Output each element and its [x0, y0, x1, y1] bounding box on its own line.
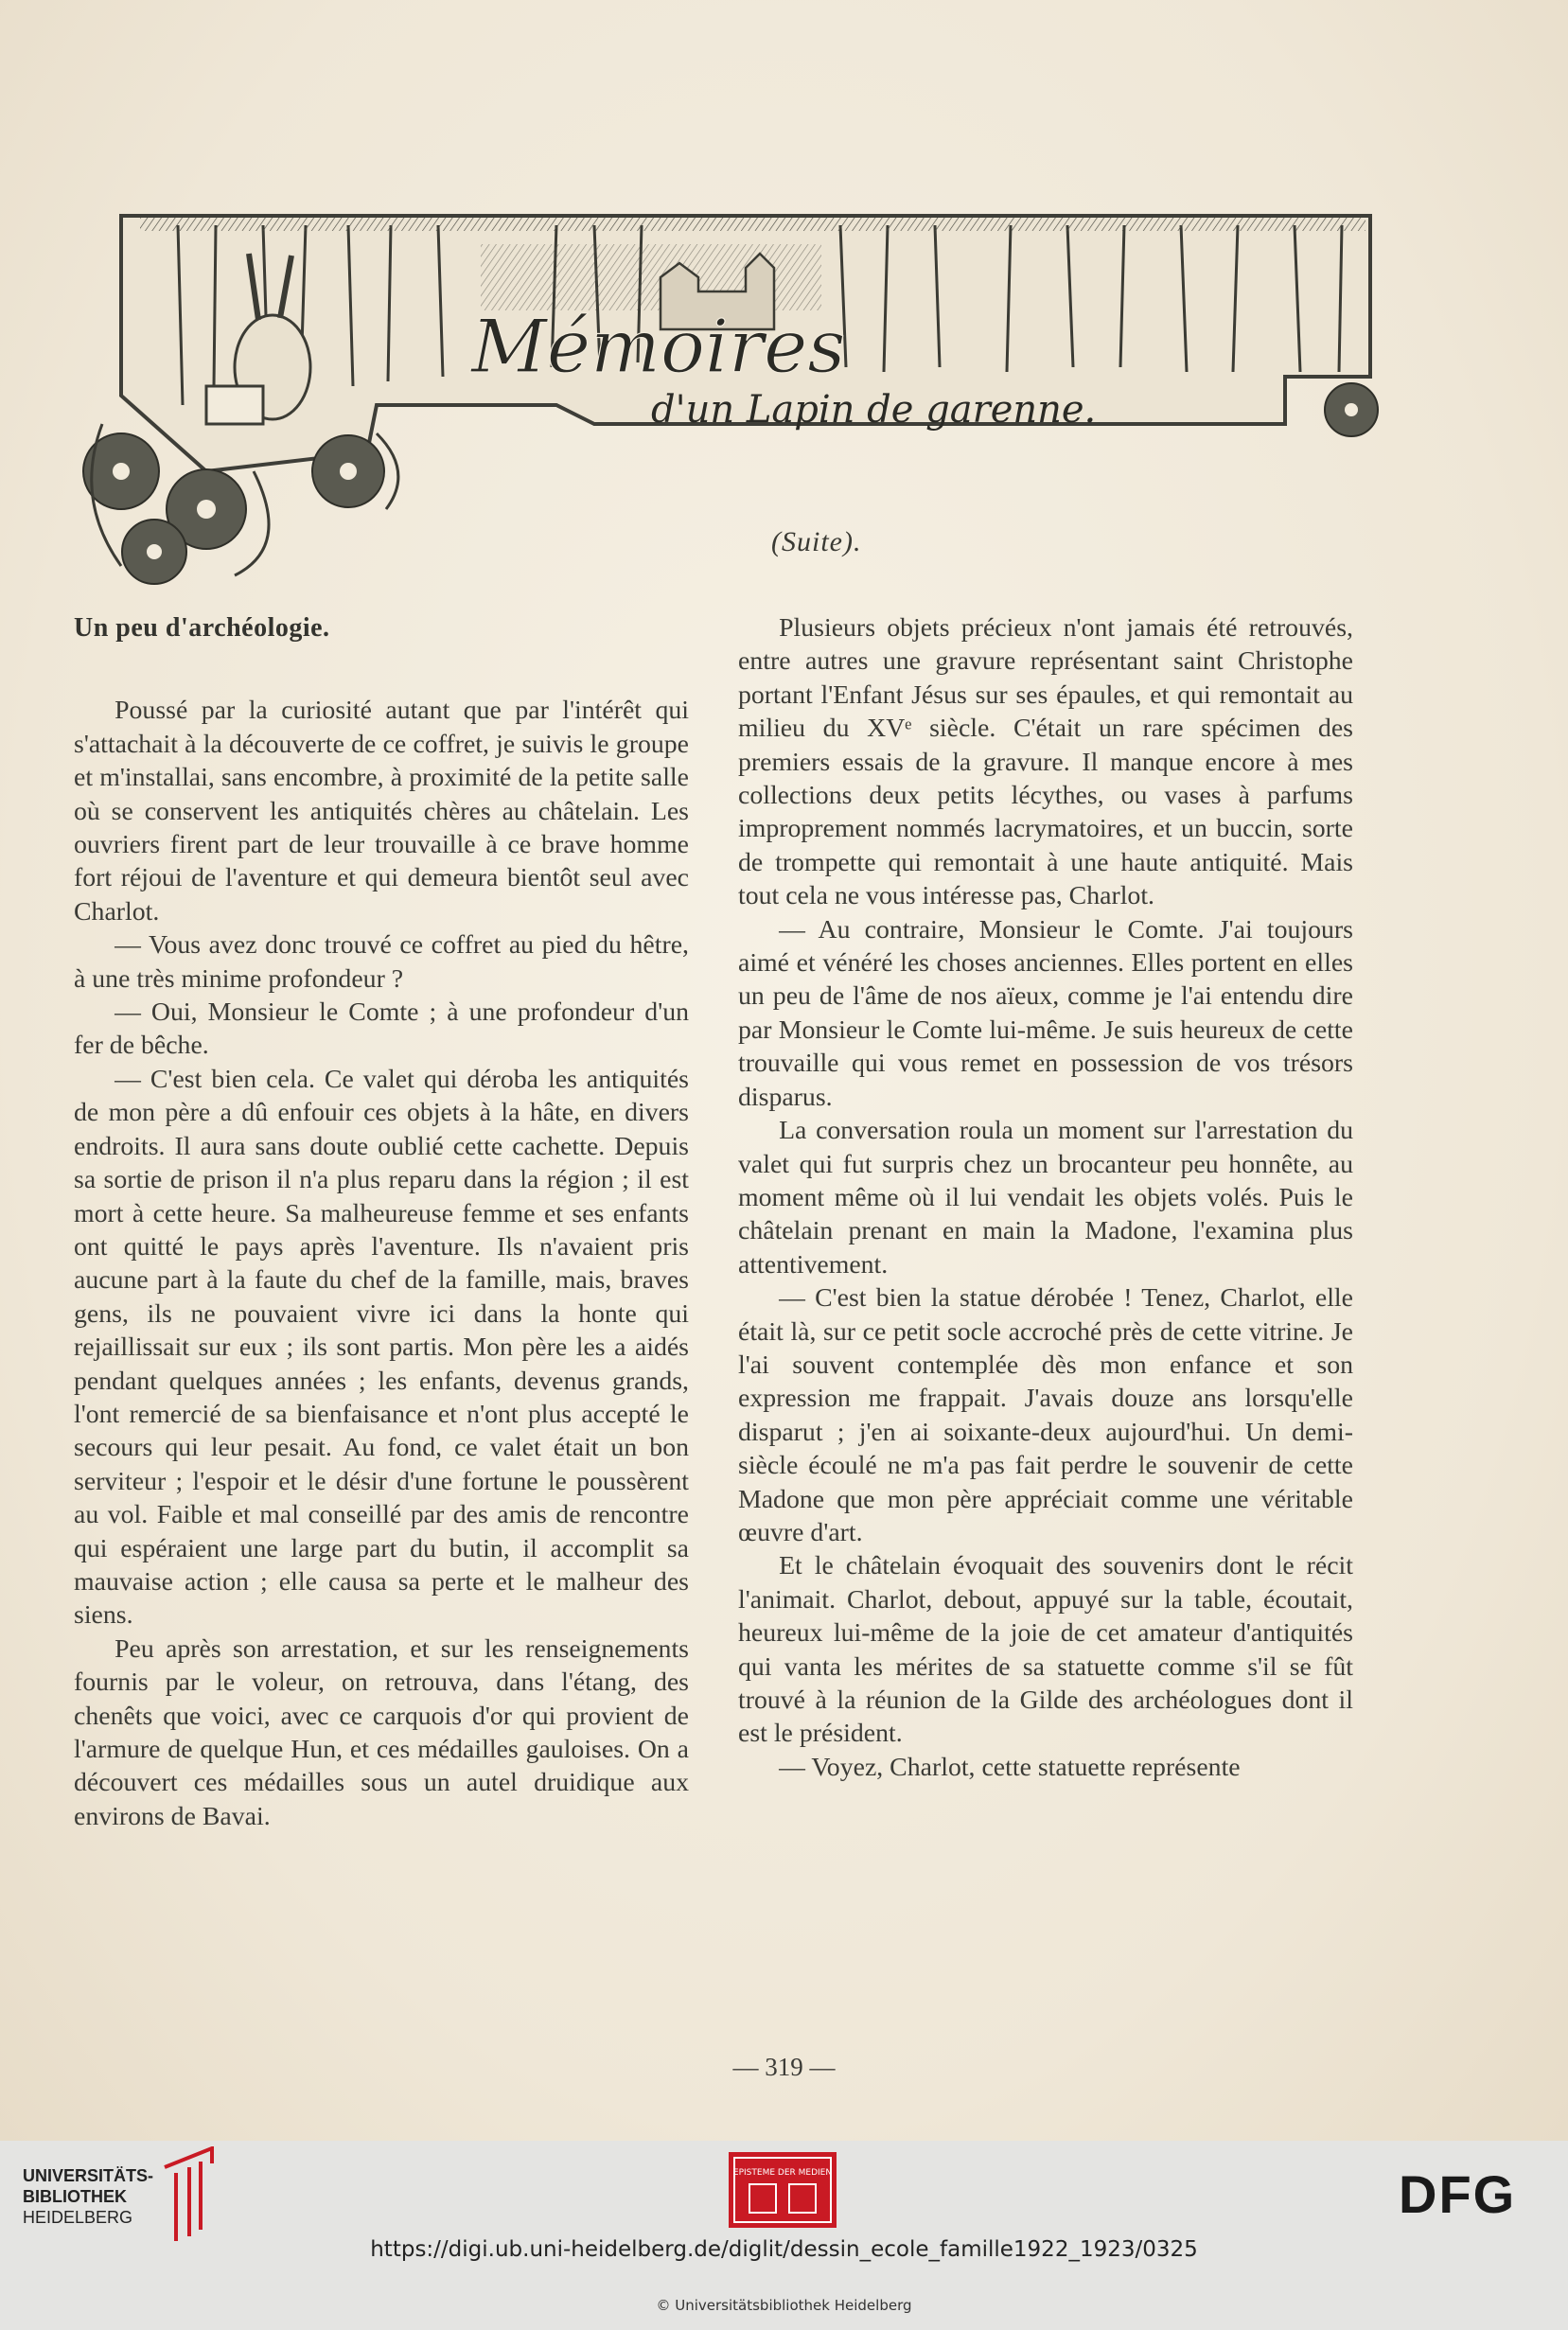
dfg-logo[interactable]: DFG — [1399, 2164, 1517, 2224]
right-column — [738, 611, 1353, 1784]
section-heading: Un peu d'archéologie. — [74, 613, 330, 643]
paragraph: — Vous avez donc trouvé ce coffret au pied du hêtre, à une très minime profondeur ? — [74, 930, 689, 994]
paragraph: Et le châtelain évoquait des souvenirs dont le récit l'animait. Charlot, debout, appuyé sur la table, écoutait, heureux lui-même de la joie de cet amateur d'antiquités qui vanta les mérites de sa statuette comme s'il se fût trouvé à la réunion de la Gilde des archéologues dont il est le président. — [738, 1551, 1353, 1749]
headpiece-title: Mémoires — [471, 305, 846, 390]
library-line-3: HEIDELBERG — [23, 2208, 133, 2227]
page-number: — 319 — — [732, 2053, 836, 2081]
suite-label: (Suite). — [771, 526, 862, 557]
library-line-2: BIBLIOTHEK — [23, 2187, 127, 2206]
library-name — [23, 2165, 153, 2228]
headpiece-subtitle: d'un Lapin de garenne. — [651, 388, 1097, 432]
episteme-logo-icon — [729, 2152, 837, 2228]
paragraph: Poussé par la curiosité autant que par l'intérêt qui s'attachait à la découverte de ce coffret, je suivis le groupe et m'installai, sans encombre, à proximité de la petite salle où se conservent les antiquités chères au châtelain. Les ouvriers firent part de leur trouvaille à ce brave homme fort réjoui de l'aventure et qui demeura bientôt seul avec Charlot. — [74, 696, 689, 927]
episteme-logo-text: EPISTEME DER MEDIEN — [732, 2168, 833, 2178]
headpiece-illustration — [64, 187, 1389, 585]
paragraph: — C'est bien la statue dérobée ! Tenez, Charlot, elle était là, sur ce petit socle accroché près de cette vitrine. Je l'ai souvent contemplée dès mon enfance et son expression me frappait. J'avais douze ans lorsqu'elle disparut ; j'en ai soixante-deux aujourd'hui. Un demi-siècle écoulé ne m'a pas fait perdre le souvenir de cette Madone que mon père appréciait comme une véritable œuvre d'art. — [738, 1283, 1353, 1547]
copyright-notice: © Universitätsbibliothek Heidelberg — [656, 2297, 912, 2314]
paragraph: — Au contraire, Monsieur le Comte. J'ai toujours aimé et vénéré les choses anciennes. Elles portent en elles un peu de l'âme de nos aïeux, comme je l'ai entendu dire par Monsieur le Comte lui-même. Je suis heureux de cette trouvaille qui vous remet en possession de vos trésors disparus. — [738, 914, 1353, 1112]
left-column — [74, 611, 689, 1833]
permalink-url[interactable]: https://digi.ub.uni-heidelberg.de/diglit/dessin_ecole_famille1922_1923/0325 — [370, 2237, 1198, 2262]
paragraph: La conversation roula un moment sur l'arrestation du valet qui fut surpris chez un brocanteur peu honnête, au moment même où il lui vendait les objets volés. Puis le châtelain prenant en main la Madone, l'examina plus attentivement. — [738, 1116, 1353, 1280]
library-line-1: UNIVERSITÄTS- — [23, 2166, 154, 2185]
paragraph: Plusieurs objets précieux n'ont jamais été retrouvés, entre autres une gravure représentant saint Christophe portant l'Enfant Jésus sur ses épaules, et qui remontait au milieu du XVᵉ siècle. C'était un rare spécimen des premiers essais de la gravure. Il manque encore à mes collections deux petits lécythes, ou vases à parfums improprement nommés lacrymatoires, et un buccin, sorte de trompette qui remontait à une haute antiquité. Mais tout cela ne vous intéresse pas, Charlot. — [738, 613, 1353, 911]
paragraph: — Voyez, Charlot, cette statuette représente — [779, 1752, 1241, 1782]
paragraph: Peu après son arrestation, et sur les renseignements fournis par le voleur, on retrouva, dans l'étang, des chenêts que voici, avec ce carquois d'or qui provient de l'armure de quelque Hun, et ces médailles gauloises. On a découvert ces médailles sous un autel druidique aux environs de Bavai. — [74, 1633, 689, 1831]
episteme-logo[interactable] — [729, 2152, 837, 2228]
paragraph: — Oui, Monsieur le Comte ; à une profondeur d'un fer de bêche. — [74, 997, 689, 1061]
paragraph: — C'est bien cela. Ce valet qui déroba les antiquités de mon père a dû enfouir ces objets à la hâte, en divers endroits. Il aura sans doute oublié cette cachette. Depuis sa sortie de prison il n'a plus reparu dans la région ; il est mort à cette heure. Sa malheureuse femme et ses enfants ont quitté le pays après l'aventure. Ils n'avaient pris aucune part à la faute du chef de la famille, mais, braves gens, ils ne pouvaient vivre ici dans la honte qui rejaillissait sur eux ; ils sont partis. Mon père les a aidés pendant quelques années ; les enfants, devenus grands, l'ont remercié de sa bienfaisance et n'ont plus accepté le secours qui leur pesait. Au fond, ce valet était un bon serviteur ; l'espoir et le désir d'une fortune le poussèrent au vol. Faible et mal conseillé par des amis de rencontre qui espéraient une large part du butin, il accomplit sa mauvaise action ; elle causa sa perte et le malheur des siens. — [74, 1064, 689, 1631]
